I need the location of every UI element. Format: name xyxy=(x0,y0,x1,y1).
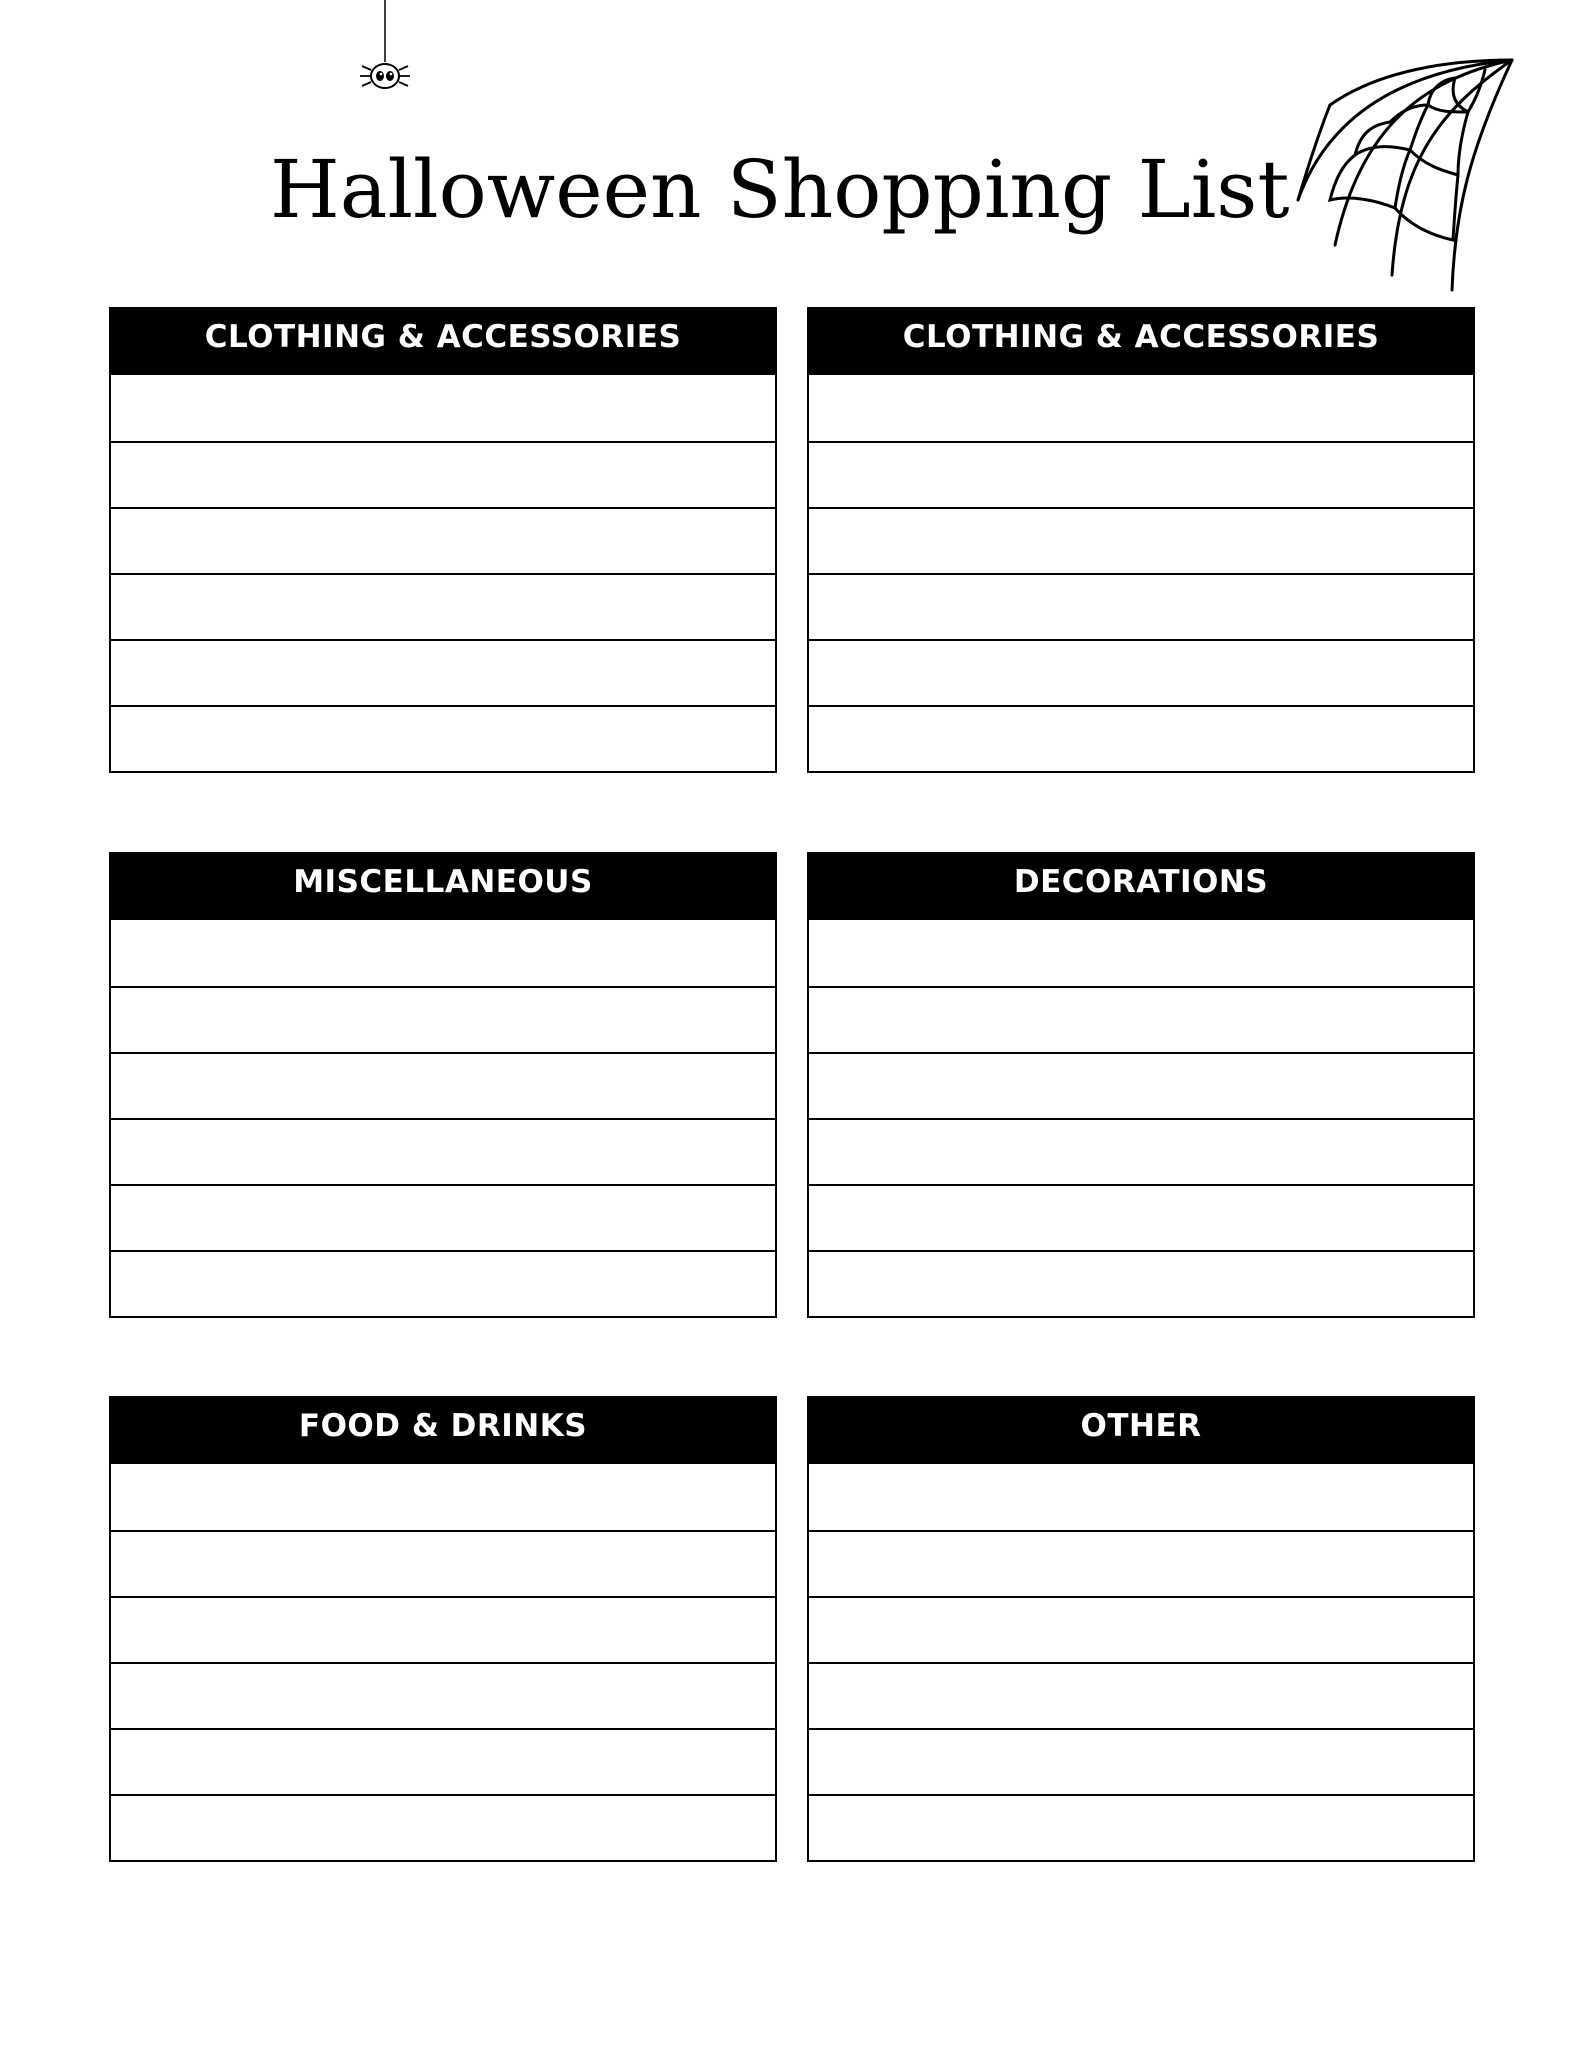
list-item[interactable] xyxy=(111,1794,775,1860)
list-item[interactable] xyxy=(111,920,775,986)
list-item[interactable] xyxy=(809,920,1473,986)
list-item[interactable] xyxy=(111,441,775,507)
list-item[interactable] xyxy=(809,639,1473,705)
list-item[interactable] xyxy=(809,441,1473,507)
list-item[interactable] xyxy=(111,1530,775,1596)
section-decorations xyxy=(807,852,1475,1318)
list-item[interactable] xyxy=(111,1184,775,1250)
section-other xyxy=(807,1396,1475,1862)
section-clothing-accessories-2 xyxy=(807,307,1475,773)
list-item[interactable] xyxy=(809,1596,1473,1662)
list-item[interactable] xyxy=(809,573,1473,639)
list-item[interactable] xyxy=(809,1250,1473,1316)
list-item[interactable] xyxy=(809,1184,1473,1250)
list-item[interactable] xyxy=(809,507,1473,573)
section-miscellaneous xyxy=(109,852,777,1318)
list-item[interactable] xyxy=(111,1052,775,1118)
list-item[interactable] xyxy=(809,1728,1473,1794)
list-item[interactable] xyxy=(809,705,1473,771)
list-item[interactable] xyxy=(111,705,775,771)
list-item[interactable] xyxy=(111,375,775,441)
list-item[interactable] xyxy=(809,1052,1473,1118)
list-item[interactable] xyxy=(111,1728,775,1794)
list-item[interactable] xyxy=(809,1530,1473,1596)
list-item[interactable] xyxy=(809,375,1473,441)
spider-web-icon xyxy=(1290,50,1540,300)
list-item[interactable] xyxy=(111,639,775,705)
spider-icon xyxy=(350,0,420,100)
list-item[interactable] xyxy=(111,507,775,573)
list-item[interactable] xyxy=(809,1794,1473,1860)
section-heading: OTHER xyxy=(809,1398,1473,1464)
list-item[interactable] xyxy=(111,1662,775,1728)
list-item[interactable] xyxy=(809,1464,1473,1530)
list-item[interactable] xyxy=(809,1118,1473,1184)
section-heading: FOOD & DRINKS xyxy=(111,1398,775,1464)
section-clothing-accessories-1 xyxy=(109,307,777,773)
section-heading: MISCELLANEOUS xyxy=(111,854,775,920)
list-item[interactable] xyxy=(111,1118,775,1184)
list-item[interactable] xyxy=(111,573,775,639)
section-heading: CLOTHING & ACCESSORIES xyxy=(809,309,1473,375)
list-item[interactable] xyxy=(111,1596,775,1662)
list-item[interactable] xyxy=(111,1250,775,1316)
page-title: Halloween Shopping List xyxy=(270,143,1290,236)
list-item[interactable] xyxy=(809,1662,1473,1728)
list-item[interactable] xyxy=(809,986,1473,1052)
section-heading: DECORATIONS xyxy=(809,854,1473,920)
section-food-drinks xyxy=(109,1396,777,1862)
list-item[interactable] xyxy=(111,986,775,1052)
list-item[interactable] xyxy=(111,1464,775,1530)
section-heading: CLOTHING & ACCESSORIES xyxy=(111,309,775,375)
